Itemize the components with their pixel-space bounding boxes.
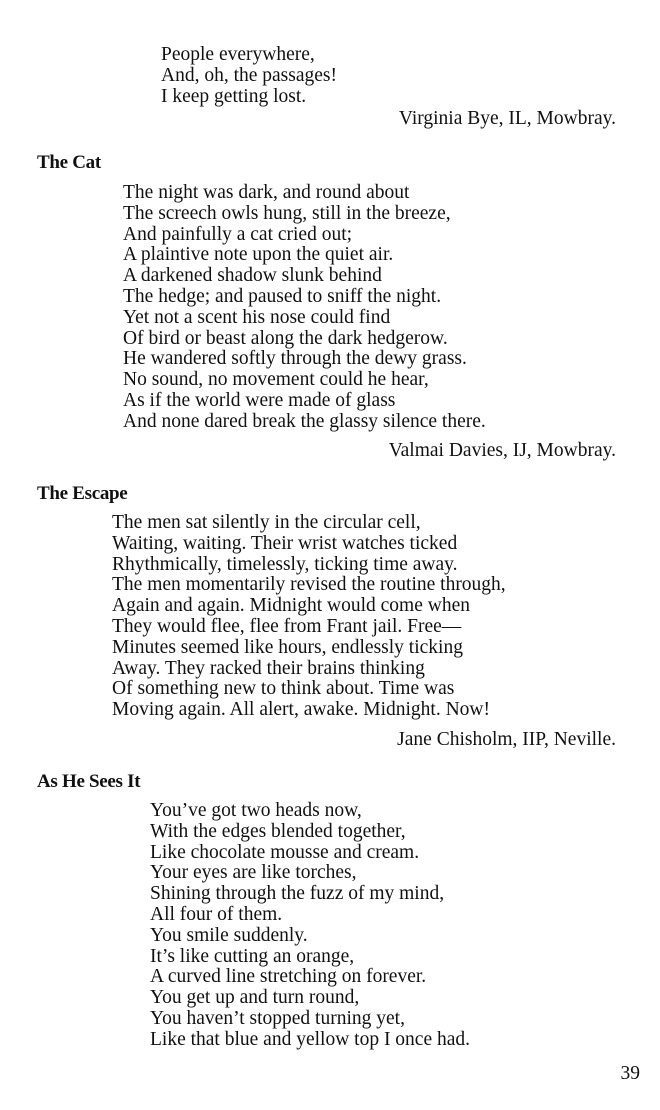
poem-line: People everywhere, — [161, 44, 315, 65]
poem-line: Rhythmically, timelessly, ticking time away. — [112, 553, 458, 575]
poem-line: You’ve got two heads now, — [150, 800, 362, 821]
poem-line: You get up and turn round, — [150, 987, 360, 1009]
poem-line: Again and again. Midnight would come when — [112, 595, 470, 617]
poem-line: With the edges blended together, — [150, 820, 406, 842]
poem-line: The men sat silently in the circular cell, — [112, 512, 421, 533]
page-number: 39 — [620, 1063, 640, 1084]
poem-line: Waiting, waiting. Their wrist watches ticked — [112, 532, 458, 554]
poem-line: Your eyes are like torches, — [150, 862, 357, 884]
poem-line: The screech owls hung, still in the breeze, — [123, 202, 451, 224]
poem-line: A curved line stretching on forever. — [150, 966, 427, 988]
poem-line: Moving again. All alert, awake. Midnight. Now! — [112, 699, 491, 721]
poem-line: He wandered softly through the dewy grass. — [123, 348, 467, 370]
poem-line: As if the world were made of glass — [123, 389, 396, 411]
poem-passages-body — [161, 45, 337, 107]
poem-line: A darkened shadow slunk behind — [123, 265, 382, 287]
poem-line: They would flee, flee from Frant jail. Free— — [112, 615, 462, 637]
poem-line: Shining through the fuzz of my mind, — [150, 883, 445, 905]
poem-passages-author: Virginia Bye, IL, Mowbray. — [398, 108, 616, 129]
poem-cat-author: Valmai Davies, IJ, Mowbray. — [388, 440, 616, 461]
poem-line: No sound, no movement could he hear, — [123, 369, 429, 391]
poem-line: Of something new to think about. Time was — [112, 678, 455, 700]
poem-line: You haven’t stopped turning yet, — [150, 1007, 405, 1029]
poem-cat-body — [123, 183, 486, 433]
poem-line: And, oh, the passages! — [161, 64, 338, 86]
poem-escape-body — [112, 513, 506, 721]
poem-line: The night was dark, and round about — [123, 182, 410, 203]
poem-line: Minutes seemed like hours, endlessly ticking — [112, 636, 463, 658]
poem-line: Like chocolate mousse and cream. — [150, 841, 420, 863]
poem-line: The hedge; and paused to sniff the night. — [123, 285, 442, 307]
poem-line: Away. They racked their brains thinking — [112, 657, 425, 679]
poem-line: Of bird or beast along the dark hedgerow. — [123, 327, 448, 349]
poem-line: I keep getting lost. — [161, 85, 307, 107]
poem-line: All four of them. — [150, 903, 283, 925]
poem-line: The men momentarily revised the routine through, — [112, 574, 506, 596]
poem-cat-title: The Cat — [37, 152, 101, 173]
poem-line: You smile suddenly. — [150, 924, 308, 946]
poem-escape-author: Jane Chisholm, IIP, Neville. — [397, 729, 616, 750]
poem-sees-title: As He Sees It — [37, 771, 141, 792]
poem-sees-body — [150, 801, 470, 1051]
poem-line: Like that blue and yellow top I once had. — [150, 1028, 471, 1050]
poem-line: And none dared break the glassy silence there. — [123, 410, 486, 432]
poem-line: A plaintive note upon the quiet air. — [123, 244, 394, 266]
poem-line: It’s like cutting an orange, — [150, 945, 355, 967]
poem-escape-title: The Escape — [37, 483, 128, 504]
poem-line: And painfully a cat cried out; — [123, 223, 353, 245]
poem-line: Yet not a scent his nose could find — [123, 306, 391, 328]
